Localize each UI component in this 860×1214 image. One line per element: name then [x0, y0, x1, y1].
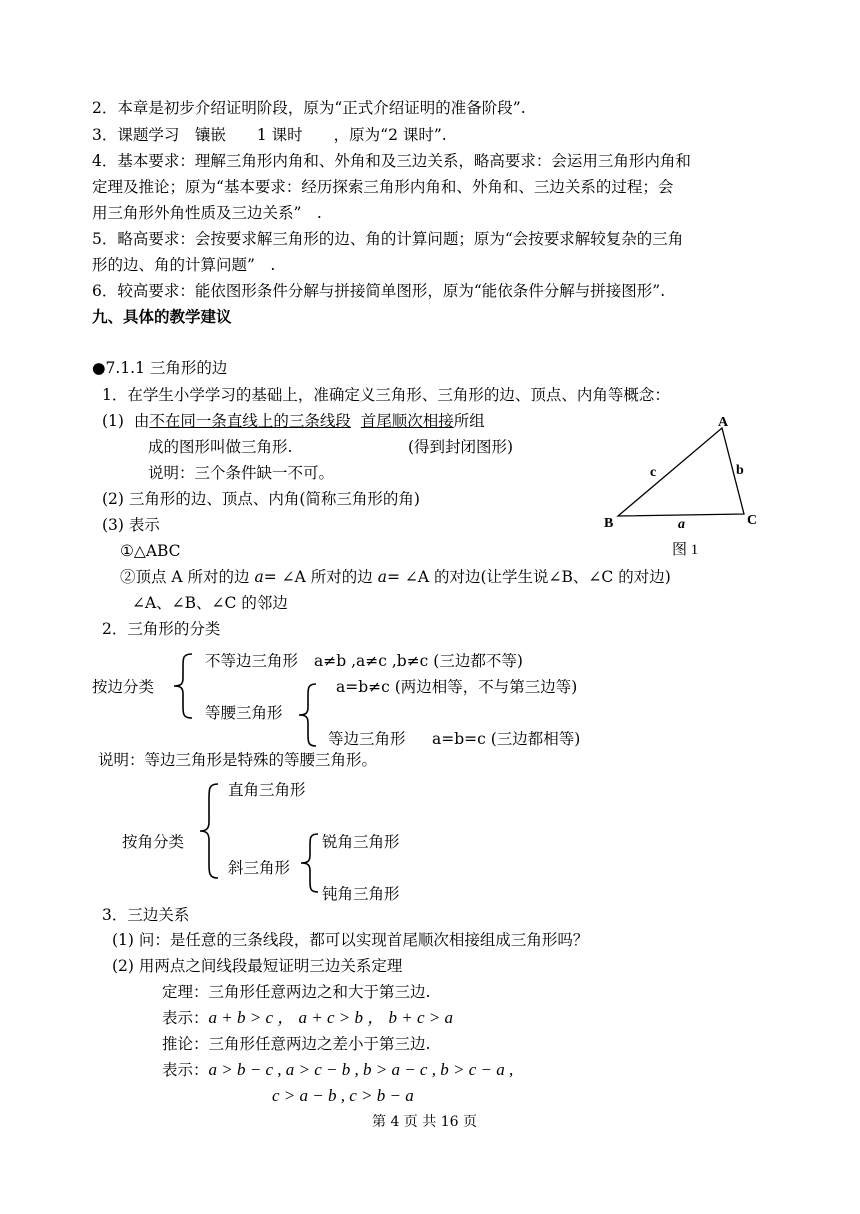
- isosceles-condition: a=b≠c (两边相等，不与第三边等): [336, 678, 578, 696]
- class-by-angle-label: 按角分类: [122, 833, 185, 851]
- text-note: (得到封闭图形): [408, 438, 514, 456]
- formula: c > a − b , c > b − a: [272, 1086, 414, 1105]
- vertex-a-label: A: [718, 415, 729, 430]
- variable-a: a: [254, 568, 264, 586]
- text-line: 5．略高要求：会按要求解三角形的边、角的计算问题；原为“会按要求解较复杂的三角: [92, 230, 684, 248]
- formula-label: 表示：: [162, 1061, 209, 1079]
- figure-caption: 图 1: [672, 542, 699, 558]
- text-line: (1) 问：是任意的三条线段，都可以实现首尾顺次相接组成三角形吗？: [112, 931, 589, 949]
- brace-icon: [168, 650, 196, 722]
- underlined-term: 首尾顺次相接: [360, 412, 454, 430]
- underlined-term: 三条线段: [288, 412, 351, 430]
- formula-line: [162, 1008, 453, 1028]
- text-part: = ∠A 所对的边: [263, 568, 373, 586]
- side-b-label: b: [736, 463, 744, 478]
- equilateral-label: 等边三角形: [328, 730, 406, 748]
- acute-triangle-label: 锐角三角形: [322, 833, 400, 851]
- triangle-figure: [596, 410, 776, 560]
- scalene-label: 不等边三角形: [205, 652, 299, 670]
- text-line: 说明：三个条件缺一不可。: [148, 464, 335, 482]
- def-text: 由: [133, 412, 150, 430]
- text-part: = ∠A 的对边(让学生说∠B、∠C 的对边): [386, 568, 671, 586]
- page-footer: 第 4 页 共 16 页: [372, 1114, 477, 1130]
- corollary: 推论：三角形任意两边之差小于第三边.: [162, 1035, 431, 1053]
- text-line: 3．三边关系: [102, 906, 190, 924]
- brace-icon: [294, 680, 320, 750]
- text-line: 2．三角形的分类: [102, 620, 221, 638]
- text-line: [120, 567, 671, 587]
- def-text: 所组: [453, 412, 485, 430]
- class-by-side-label: 按边分类: [92, 678, 155, 696]
- item-number: (1): [102, 412, 124, 430]
- text-line: (3) 表示: [102, 516, 160, 534]
- text-line: ①△ABC: [120, 542, 181, 560]
- side-a-label: a: [678, 517, 685, 532]
- variable-a: a: [377, 568, 387, 586]
- bullet-icon: ●: [92, 359, 106, 377]
- text-part: ②顶点 A 所对的边: [120, 568, 250, 586]
- right-triangle-label: 直角三角形: [228, 781, 306, 799]
- definition-line: [102, 411, 485, 431]
- formula: a + b > c ， a + c > b ， b + c > a: [208, 1008, 453, 1027]
- formula-label: 表示：: [162, 1009, 209, 1027]
- text-line: 成的图形叫做三角形.: [148, 438, 293, 456]
- brace-icon: [194, 780, 222, 882]
- scalene-condition: a≠b ,a≠c ,b≠c (三边都不等): [314, 652, 523, 670]
- side-c-label: c: [650, 465, 657, 480]
- text-line: 用三角形外角性质及三边关系” .: [92, 204, 322, 222]
- section-heading: 九、具体的教学建议: [92, 307, 232, 326]
- text-line: 2．本章是初步介绍证明阶段，原为“正式介绍证明的准备阶段”.: [92, 99, 526, 117]
- text-line: 1．在学生小学学习的基础上，准确定义三角形、三角形的边、顶点、内角等概念：: [102, 386, 670, 404]
- equilateral-condition: a=b=c (三边都相等): [432, 730, 581, 748]
- text-line: 4．基本要求：理解三角形内角和、外角和及三边关系，略高要求：会运用三角形内角和: [92, 152, 691, 170]
- text-line: 3．课题学习 镶嵌 1 课时 ，原为“2 课时”.: [92, 126, 447, 144]
- text-line: (2) 三角形的边、顶点、内角(简称三角形的角): [102, 490, 420, 508]
- triangle-shape: [618, 428, 744, 516]
- text-line: ∠A、∠B、∠C 的邻边: [132, 594, 288, 612]
- isosceles-label: 等腰三角形: [205, 704, 283, 722]
- text-line: 定理及推论；原为“基本要求：经历探索三角形内角和、外角和、三边关系的过程；会: [92, 178, 674, 196]
- vertex-b-label: B: [604, 516, 614, 531]
- underlined-term: 不在同一条直线上的: [149, 412, 289, 430]
- formula: a > b − c , a > c − b , b > a − c , b > c − a ,: [208, 1060, 514, 1079]
- oblique-triangle-label: 斜三角形: [228, 859, 291, 877]
- formula-line: [162, 1060, 513, 1080]
- obtuse-triangle-label: 钝角三角形: [322, 885, 400, 903]
- text-line: 说明：等边三角形是特殊的等腰三角形。: [98, 751, 378, 769]
- text-line: 形的边、角的计算问题” .: [92, 256, 276, 274]
- text-line: 6．较高要求：能依图形条件分解与拼接简单图形，原为“能依条件分解与拼接图形”.: [92, 282, 666, 300]
- sub-heading: [92, 358, 227, 378]
- vertex-c-label: C: [747, 513, 758, 528]
- brace-icon: [296, 830, 322, 896]
- text-line: (2) 用两点之间线段最短证明三边关系定理: [112, 957, 403, 975]
- theorem: 定理：三角形任意两边之和大于第三边.: [162, 983, 431, 1001]
- sub-heading-text: 7.1.1 三角形的边: [105, 359, 228, 377]
